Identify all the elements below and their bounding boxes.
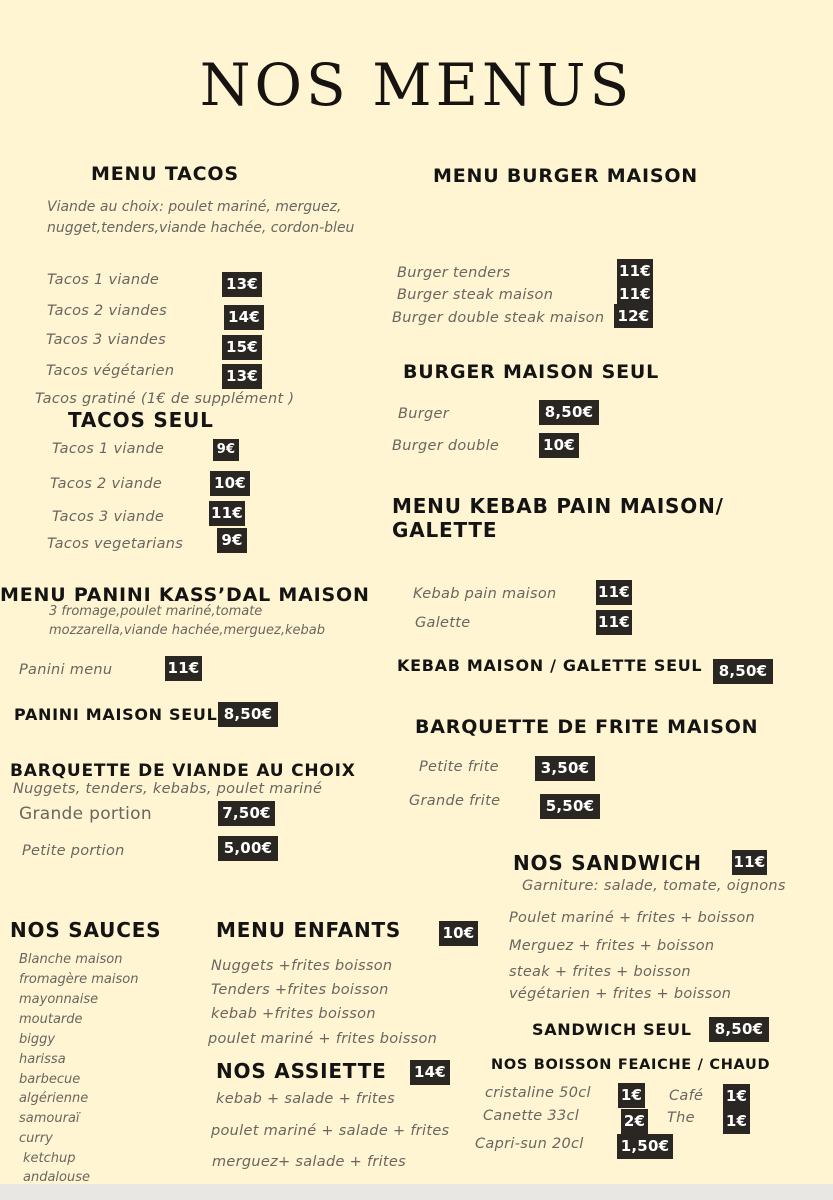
tacos-item-label: Tacos végétarien [46, 363, 175, 379]
price-tag: 15€ [222, 335, 262, 360]
sauce-item: mayonnaise [19, 992, 99, 1007]
sandwich-heading: NOS SANDWICH [513, 851, 702, 875]
sandwich-item: Poulet mariné + frites + boisson [509, 910, 756, 926]
assiette-heading: NOS ASSIETTE [216, 1059, 387, 1083]
burger-seul-item-label: Burger double [392, 438, 500, 454]
price-tag: 11€ [617, 283, 653, 305]
price-tag: 11€ [617, 259, 653, 283]
barquette-viande-desc: Nuggets, tenders, kebabs, poulet mariné [13, 781, 323, 797]
barquette-viande-item-label: Petite portion [22, 843, 125, 859]
menu-tacos-desc: nugget,tenders,viande hachée, cordon-bleu [47, 220, 355, 236]
price-tag: 10€ [539, 433, 579, 458]
panini-menu-label: Panini menu [19, 662, 113, 678]
price-tag: 14€ [410, 1060, 450, 1085]
barquette-viande-item-label: Grande portion [19, 804, 152, 824]
tacos-seul-item-label: Tacos 1 viande [52, 441, 165, 457]
tacos-seul-item-label: Tacos vegetarians [47, 536, 184, 552]
sandwich-item: Merguez + frites + boisson [509, 938, 715, 954]
boisson-item-label: Canette 33cl [483, 1108, 580, 1124]
burger-item-label: Burger double steak maison [392, 310, 605, 326]
price-tag: 5,00€ [218, 836, 278, 861]
enfants-item: Tenders +frites boisson [211, 982, 389, 998]
barquette-frite-heading: BARQUETTE DE FRITE MAISON [415, 716, 759, 738]
burger-seul-item-label: Burger [398, 406, 449, 422]
panini-seul-label: PANINI MAISON SEUL [14, 705, 218, 724]
sauce-item: samouraï [19, 1111, 80, 1126]
frite-item-label: Grande frite [409, 793, 501, 809]
sauces-heading: NOS SAUCES [10, 918, 162, 942]
sauce-item: andalouse [23, 1170, 90, 1184]
price-tag: 1,50€ [617, 1134, 673, 1159]
sauce-item: biggy [19, 1032, 56, 1047]
kebab-item-label: Kebab pain maison [413, 586, 557, 602]
price-tag: 11€ [596, 610, 632, 635]
menu-tacos-heading: MENU TACOS [91, 163, 239, 185]
burger-item-label: Burger tenders [397, 265, 511, 281]
price-tag: 8,50€ [539, 400, 599, 425]
price-tag: 5,50€ [540, 794, 600, 819]
sandwich-garniture: Garniture: salade, tomate, oignons [522, 878, 786, 894]
sandwich-item: steak + frites + boisson [509, 964, 691, 980]
tacos-seul-heading: TACOS SEUL [68, 408, 214, 432]
price-tag: 11€ [209, 501, 245, 526]
price-tag: 1€ [723, 1109, 750, 1134]
boisson-item-label: cristaline 50cl [485, 1085, 591, 1101]
menu-panini-heading: MENU PANINI KASS’DAL MAISON [0, 584, 370, 606]
sauce-item: fromagère maison [19, 972, 139, 987]
sauce-item: harissa [19, 1052, 66, 1067]
burger-seul-heading: BURGER MAISON SEUL [403, 361, 659, 383]
menu-panini-desc: mozzarella,viande hachée,merguez,kebab [49, 623, 325, 638]
price-tag: 11€ [165, 656, 202, 681]
price-tag: 8,50€ [709, 1017, 769, 1042]
burger-item-label: Burger steak maison [397, 287, 554, 303]
price-tag: 8,50€ [218, 702, 278, 727]
price-tag: 10€ [210, 471, 250, 496]
menu-burger-heading: MENU BURGER MAISON [433, 165, 699, 187]
enfants-item: kebab +frites boisson [211, 1006, 376, 1022]
frite-item-label: Petite frite [419, 759, 499, 775]
menu-panini-desc: 3 fromage,poulet mariné,tomate [49, 604, 263, 619]
sauce-item: barbecue [19, 1072, 81, 1087]
page-title: NOS MENUS [199, 51, 634, 119]
barquette-viande-heading: BARQUETTE DE VIANDE AU CHOIX [10, 761, 356, 781]
price-tag: 11€ [732, 850, 767, 875]
sauce-item: Blanche maison [19, 952, 123, 967]
sandwich-item: végétarien + frites + boisson [509, 986, 732, 1002]
enfants-item: Nuggets +frites boisson [211, 958, 393, 974]
price-tag: 7,50€ [218, 801, 275, 826]
price-tag: 10€ [439, 921, 478, 946]
menu-tacos-desc: Viande au choix: poulet mariné, merguez, [47, 199, 342, 215]
sauce-item: ketchup [23, 1151, 76, 1166]
tacos-item-label: Tacos 1 viande [47, 272, 160, 288]
assiette-item: kebab + salade + frites [216, 1091, 395, 1107]
boisson-item-label: The [667, 1110, 695, 1126]
assiette-item: poulet mariné + salade + frites [211, 1123, 450, 1139]
price-tag: 8,50€ [713, 659, 773, 684]
sandwich-seul-label: SANDWICH SEUL [532, 1020, 692, 1039]
price-tag: 14€ [224, 305, 264, 330]
menu-kebab-heading: GALETTE [392, 518, 498, 542]
price-tag: 12€ [614, 304, 653, 328]
sauce-item: curry [19, 1131, 53, 1146]
enfants-heading: MENU ENFANTS [216, 918, 402, 942]
price-tag: 3,50€ [535, 756, 595, 781]
tacos-seul-item-label: Tacos 3 viande [52, 509, 165, 525]
tacos-item-label: Tacos 3 viandes [46, 332, 166, 348]
tacos-gratine-note: Tacos gratiné (1€ de supplément ) [35, 391, 295, 407]
enfants-item: poulet mariné + frites boisson [208, 1031, 438, 1047]
price-tag: 2€ [621, 1109, 648, 1134]
boissons-heading: NOS BOISSON FEAICHE / CHAUD [491, 1057, 771, 1073]
tacos-seul-item-label: Tacos 2 viande [50, 476, 163, 492]
price-tag: 9€ [217, 528, 247, 553]
boisson-item-label: Capri-sun 20cl [475, 1136, 584, 1152]
price-tag: 1€ [723, 1084, 750, 1109]
menu-kebab-heading: MENU KEBAB PAIN MAISON/ [392, 494, 724, 518]
sauce-item: algérienne [19, 1091, 89, 1106]
boisson-item-label: Café [669, 1088, 704, 1104]
price-tag: 11€ [596, 580, 632, 605]
kebab-item-label: Galette [415, 615, 471, 631]
price-tag: 13€ [222, 364, 262, 389]
price-tag: 9€ [213, 439, 239, 461]
tacos-item-label: Tacos 2 viandes [47, 303, 167, 319]
assiette-item: merguez+ salade + frites [212, 1154, 406, 1170]
kebab-seul-label: KEBAB MAISON / GALETTE SEUL [397, 656, 703, 675]
price-tag: 1€ [618, 1083, 645, 1108]
price-tag: 13€ [222, 272, 262, 297]
sauce-item: moutarde [19, 1012, 83, 1027]
